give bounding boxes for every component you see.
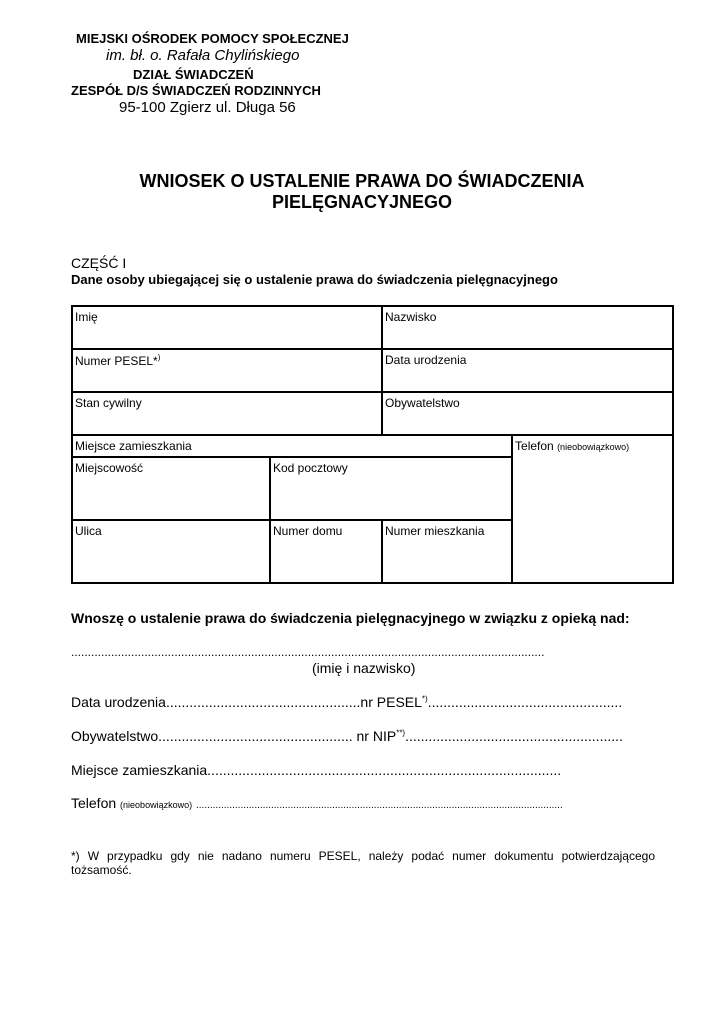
- birth-date-cell[interactable]: [382, 349, 673, 392]
- birth-pesel-tail: ..................................................: [427, 694, 623, 710]
- pesel-cell[interactable]: [72, 349, 382, 392]
- street-label: Ulica: [75, 524, 102, 538]
- last-name-label: Nazwisko: [385, 310, 437, 324]
- nip-footnote-mark: **): [396, 728, 406, 738]
- citizenship-label: Obywatelstwo: [385, 396, 460, 410]
- request-statement: Wnoszę o ustalenie prawa do świadczenia pielęgnacyjnego w związku z opieką nad:: [71, 610, 630, 626]
- birth-pesel-label: Data urodzenia..................................................nr PESEL: [71, 694, 422, 710]
- first-name-label: Imię: [75, 310, 98, 324]
- cared-person-name-line[interactable]: ..............................................................................................................................................: [71, 645, 545, 659]
- footnote-line1: *) W przypadku gdy nie nadano numeru PESEL, należy podać numer dokumentu potwierdzającego: [71, 849, 655, 863]
- house-number-label: Numer domu: [273, 524, 343, 538]
- cared-phone-label: Telefon: [71, 795, 117, 811]
- footnote-line2: tożsamość.: [71, 863, 132, 877]
- marital-status-cell[interactable]: [72, 392, 382, 435]
- cared-birth-pesel-line[interactable]: [71, 694, 655, 710]
- birth-date-label: Data urodzenia: [385, 353, 467, 367]
- street-cell[interactable]: [72, 520, 270, 583]
- city-cell[interactable]: [72, 457, 270, 520]
- apartment-number-label: Numer mieszkania: [385, 524, 485, 538]
- phone-label: Telefon: [515, 439, 554, 453]
- section-subtitle: Dane osoby ubiegającej się o ustalenie prawa do świadczenia pielęgnacyjnego: [71, 272, 558, 287]
- pesel-label: Numer PESEL*: [75, 354, 158, 368]
- applicant-data-table: [71, 305, 674, 584]
- team-name: ZESPÓŁ D/S ŚWIADCZEŃ RODZINNYCH: [71, 83, 321, 98]
- form-title-line2: PIELĘGNACYJNEGO: [271, 192, 453, 212]
- citizenship-nip-label: Obywatelstwo.................................................. nr NIP: [71, 728, 397, 744]
- cared-phone-optional-note: (nieobowiązkowo): [120, 800, 193, 810]
- cared-phone-tail: ....................................................................................................................................: [195, 800, 563, 811]
- institution-patron: im. bł. o. Rafała Chylińskiego: [106, 47, 300, 64]
- marital-status-label: Stan cywilny: [75, 396, 142, 410]
- residence-header-cell: [72, 435, 512, 457]
- form-title-line1: WNIOSEK O USTALENIE PRAWA DO ŚWIADCZENIA: [139, 171, 585, 191]
- city-label: Miejscowość: [75, 461, 144, 475]
- last-name-cell[interactable]: [382, 306, 673, 349]
- section-part: CZĘŚĆ I: [71, 255, 127, 271]
- institution-name: MIEJSKI OŚRODEK POMOCY SPOŁECZNEJ: [76, 31, 349, 46]
- cared-phone-line[interactable]: [71, 795, 655, 811]
- cared-citizenship-nip-line[interactable]: [71, 728, 655, 744]
- citizenship-cell[interactable]: [382, 392, 673, 435]
- department-name: DZIAŁ ŚWIADCZEŃ: [133, 67, 254, 82]
- name-caption: (imię i nazwisko): [312, 660, 416, 676]
- phone-cell[interactable]: [512, 435, 673, 583]
- apartment-number-cell[interactable]: [382, 520, 512, 583]
- citizenship-nip-tail: ........................................................: [405, 728, 623, 744]
- residence-label: Miejsce zamieszkania: [75, 439, 192, 453]
- phone-optional-note: (nieobowiązkowo): [557, 442, 630, 452]
- pesel-footnote-mark-2: *): [421, 694, 428, 704]
- institution-address: 95-100 Zgierz ul. Długa 56: [119, 99, 296, 116]
- first-name-cell[interactable]: [72, 306, 382, 349]
- postal-code-cell[interactable]: [270, 457, 512, 520]
- pesel-footnote-mark: ): [157, 353, 161, 362]
- postal-code-label: Kod pocztowy: [273, 461, 348, 475]
- house-number-cell[interactable]: [270, 520, 382, 583]
- cared-residence-line[interactable]: Miejsce zamieszkania...........................................................................................: [71, 762, 562, 778]
